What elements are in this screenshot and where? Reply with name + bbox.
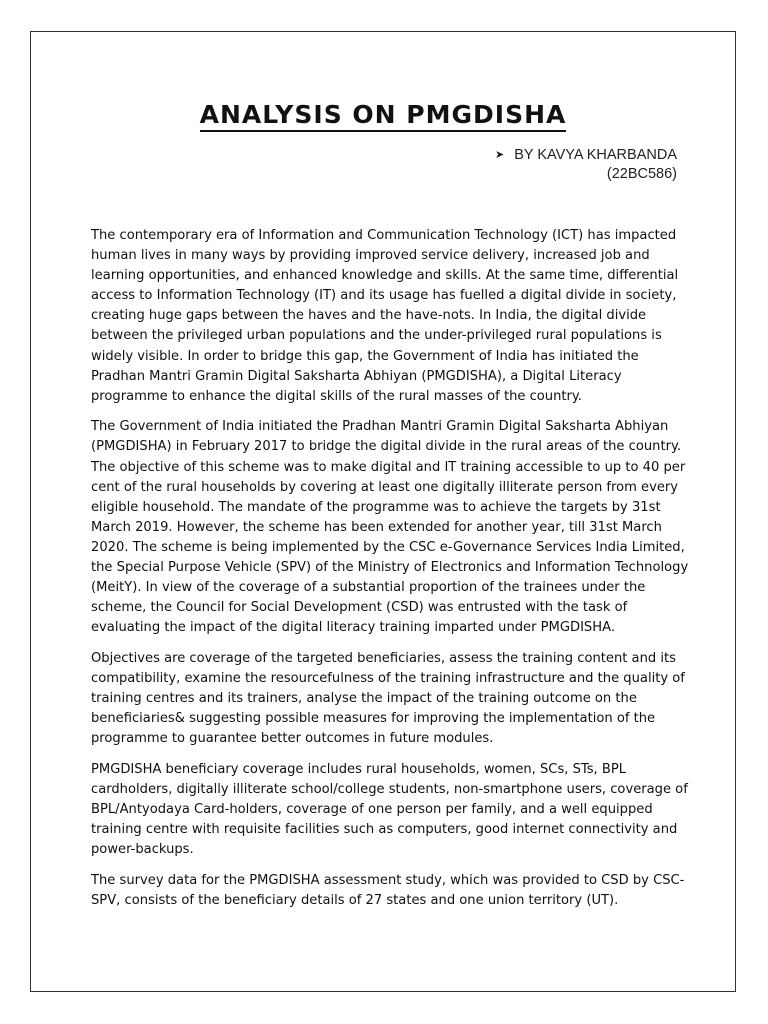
author-line <box>495 146 677 165</box>
document-title <box>31 98 735 132</box>
paragraph-5: The survey data for the PMGDISHA assessment study, which was provided to CSD by CSC-SPV, consists of the beneficiary details of 27 states and one union territory (UT). <box>91 872 685 908</box>
paragraph-2: The Government of India initiated the Pradhan Mantri Gramin Digital Saksharta Abhiyan (PMGDISHA) in February 2017 to bridge the digital divide in the rural areas of the country. The objective of this scheme was to make digital and IT training accessible to up to 40 per cent of the rural households by covering at least one digitally illiterate person from every eligible household. The mandate of the programme was to achieve the targets by 31st March 2019. However, the scheme has been extended for another year, till 31st March 2020. The scheme is being implemented by the CSC e-Governance Services India Limited, the Special Purpose Vehicle (SPV) of the Ministry of Electronics and Information Technology (MeitY). In view of the coverage of a substantial proportion of the trainees under the scheme, the Council for Social Development (CSD) was entrusted with the task of evaluating the impact of the digital literacy training imparted under PMGDISHA. <box>91 419 689 636</box>
arrow-bullet-icon: ➤ <box>494 149 505 161</box>
author-name: BY KAVYA KHARBANDA <box>514 147 677 163</box>
document-title-text: ANALYSIS ON PMGDISHA <box>200 100 567 132</box>
paragraph-3: Objectives are coverage of the targeted beneficiaries, assess the training content and its compatibility, examine the resourcefulness of the training infrastructure and the quality of training centres and its trainers, analyse the impact of the training outcome on the beneficiaries& suggesting possible measures for improving the implementation of the programme to guarantee better outcomes in future modules. <box>91 650 685 747</box>
author-block <box>495 146 677 184</box>
author-id: (22BC586) <box>606 166 677 182</box>
paragraph-1: The contemporary era of Information and Communication Technology (ICT) has impacted human lives in many ways by providing improved service delivery, increased job and learning opportunities, and enhanced knowledge and skills. At the same time, differential access to Information Technology (IT) and its usage has fuelled a digital divide in society, creating huge gaps between the haves and the have-nots. In India, the digital divide between the privileged urban populations and the under-privileged rural populations is widely visible. In order to bridge this gap, the Government of India has initiated the Pradhan Mantri Gramin Digital Saksharta Abhiyan (PMGDISHA), a Digital Literacy programme to enhance the digital skills of the rural masses of the country. <box>91 228 679 404</box>
paragraph-4: PMGDISHA beneficiary coverage includes rural households, women, SCs, STs, BPL cardholders, digitally illiterate school/college students, non-smartphone users, coverage of BPL/Antyodaya Card-holders, coverage of one person per family, and a well equipped training centre with requisite facilities such as computers, good internet connectivity and power-backups. <box>91 761 688 858</box>
document-body <box>91 226 691 922</box>
document-page <box>30 31 736 992</box>
